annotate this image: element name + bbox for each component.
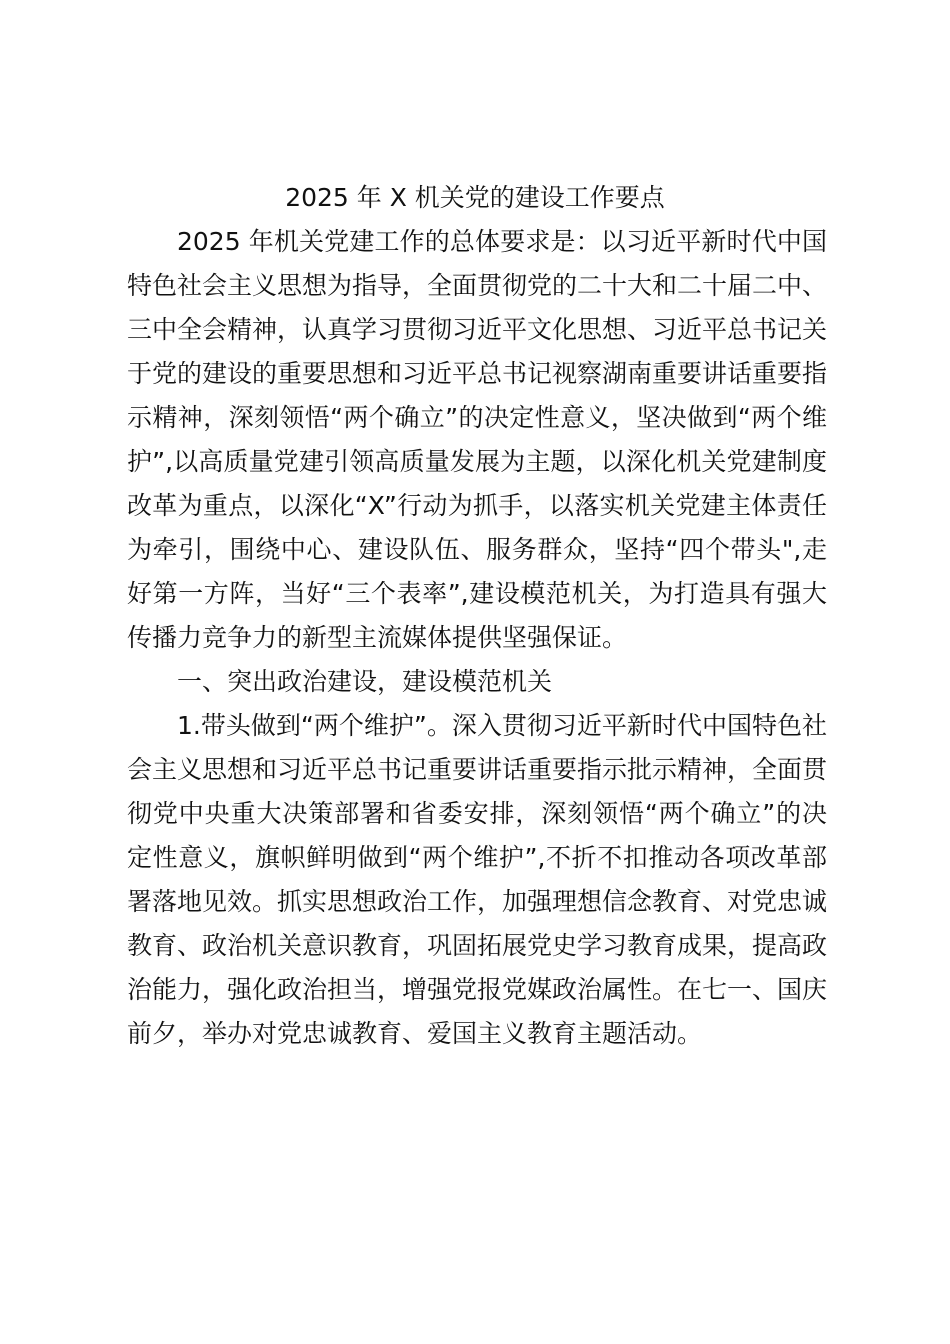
document-body bbox=[127, 220, 827, 1056]
section-heading: 一、突出政治建设，建设模范机关 bbox=[177, 667, 553, 696]
item-paragraph: 1.带头做到“两个维护”。深入贯彻习近平新时代中国特色社会主义思想和习近平总书记重要讲话重要指示批示精神，全面贯彻党中央重大决策部署和省委安排，深刻领悟“两个确立”的决定性意义，旗帜鲜明做到“两个维护”,不折不扣推动各项改革部署落地见效。抓实思想政治工作，加强理想信念教育、对党忠诚教育、政治机关意识教育，巩固拓展党史学习教育成果，提高政治能力，强化政治担当，增强党报党媒政治属性。在七一、国庆前夕，举办对党忠诚教育、爱国主义教育主题活动。 bbox=[127, 711, 828, 1048]
intro-paragraph: 2025 年机关党建工作的总体要求是：以习近平新时代中国特色社会主义思想为指导，全面贯彻党的二十大和二十届二中、三中全会精神，认真学习贯彻习近平文化思想、习近平总书记关于党的建设的重要思想和习近平总书记视察湖南重要讲话重要指示精神，深刻领悟“两个确立”的决定性意义，坚决做到“两个维护”,以高质量党建引领高质量发展为主题，以深化机关党建制度改革为重点，以深化“X”行动为抓手，以落实机关党建主体责任为牵引，围绕中心、建设队伍、服务群众，坚持“四个带头",走好第一方阵，当好“三个表率”,建设模范机关，为打造具有强大传播力竞争力的新型主流媒体提供坚强保证。 bbox=[127, 227, 828, 652]
document-title: 2025 年 X 机关党的建设工作要点 bbox=[285, 183, 665, 212]
